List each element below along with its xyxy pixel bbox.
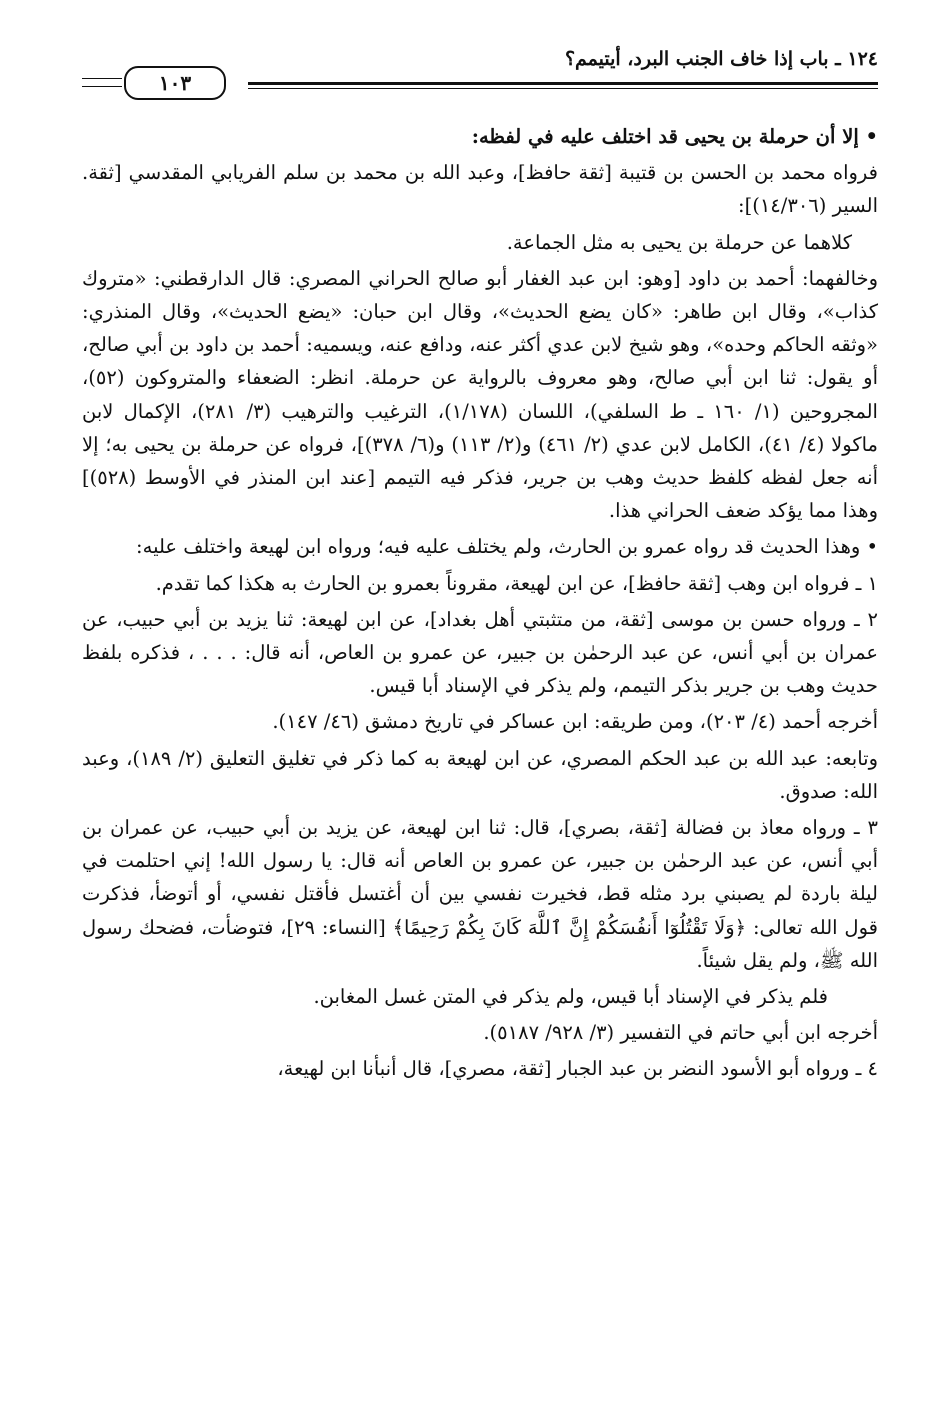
paragraph: • وهذا الحديث قد رواه عمرو بن الحارث، ولم يختلف عليه فيه؛ ورواه ابن لهيعة واختلف عليه:	[136, 535, 878, 559]
main-text	[82, 120, 878, 1089]
left-ornament-rule	[82, 86, 122, 87]
paragraph: ١ ـ فرواه ابن وهب [ثقة حافظ]، عن ابن لهيعة، مقروناً بعمرو بن الحارث به هكذا كما تقدم.	[155, 571, 878, 595]
paragraph: • إلا أن حرملة بن يحيى قد اختلف عليه في لفظه:	[471, 125, 878, 148]
paragraph: ٢ ـ ورواه حسن بن موسى [ثقة، من متثبتي أهل بغداد]، عن ابن لهيعة: ثنا يزيد بن أبي حبيب، عن عمران بن أبي أنس، عن عبد الرحمٰن بن جبير، عن عمرو بن العاص، أنه قال: . . . ، فذكره بلفظ حديث وهب بن جرير بذكر التيمم، ولم يذكر في الإسناد أبا قيس.	[82, 607, 878, 698]
paragraph: أخرجه ابن أبي حاتم في التفسير (٣/ ٩٢٨/ ٥١٨٧).	[483, 1021, 878, 1045]
header-rule	[248, 82, 878, 85]
page-header	[82, 40, 878, 100]
paragraph: فرواه محمد بن الحسن بن قتيبة [ثقة حافظ]، وعبد الله بن محمد بن سلم الفريابي المقدسي [ثقة. السير (١٤/٣٠٦)]:	[82, 161, 878, 218]
paragraph: أخرجه أحمد (٤/ ٢٠٣)، ومن طريقه: ابن عساكر في تاريخ دمشق (٤٦/ ١٤٧).	[272, 710, 878, 734]
paragraph: فلم يذكر في الإسناد أبا قيس، ولم يذكر في المتن غسل المغابن.	[313, 985, 828, 1009]
left-ornament-rule	[82, 78, 122, 79]
chapter-title: ١٢٤ ـ باب إذا خاف الجنب البرد، أيتيمم؟	[564, 48, 878, 70]
paragraph: كلاهما عن حرملة بن يحيى به مثل الجماعة.	[506, 230, 852, 254]
paragraph: ٤ ـ ورواه أبو الأسود النضر بن عبد الجبار [ثقة، مصري]، قال أنبأنا ابن لهيعة،	[277, 1057, 878, 1081]
paragraph: وخالفهما: أحمد بن داود [وهو: ابن عبد الغفار أبو صالح الحراني المصري: قال الدارقطني: «متروك كذاب»، وقال ابن طاهر: «كان يضع الحديث»، وقال ابن حبان: «يضع الحديث»، وقال المنذري: «وثقه الحاكم وحده»، وهو شيخ لابن عدي أكثر عنه، ودافع عنه، ويسميه: أحمد بن داود بن أبي صالح، أو يقول: ثنا ابن أبي صالح، وهو معروف بالرواية عن حرملة. انظر: الضعفاء والمتروكون (٥٢)، المجروحين (١/ ١٦٠ ـ ط السلفي)، اللسان (١/١٧٨)، الترغيب والترهيب (٣/ ٢٨١)، الإكمال لابن ماكولا (٤/ ٤١)، الكامل لابن عدي (٢/ ٤٦١) و(٢/ ١١٣) و(٦/ ٣٧٨)]، فرواه عن حرملة بن يحيى به؛ إلا أنه جعل لفظه كلفظ حديث وهب بن جرير، فذكر فيه التيمم [عند ابن المنذر في الأوسط (٥٢٨)] وهذا مما يؤكد ضعف الحراني هذا.	[82, 266, 878, 523]
page-number: ١٠٣	[124, 66, 226, 100]
header-rule-thin	[248, 88, 878, 89]
paragraph: ٣ ـ ورواه معاذ بن فضالة [ثقة، بصري]، قال: ثنا ابن لهيعة، عن يزيد بن أبي حبيب، عن عمران بن أبي أنس، عن عبد الرحمٰن بن جبير، عن عمرو بن العاص أنه قال: يا رسول الله! إني احتلمت في ليلة باردة لم يصبني برد مثله قط، فخيرت نفسي بين أن أغتسل فأقتل نفسي، أو أتوضأ، فذكرت قول الله تعالى: ﴿وَلَا تَقْتُلُوٓا أَنفُسَكُمْ إِنَّ ٱللَّهَ كَانَ بِكُمْ رَحِيمًا﴾ [النساء: ٢٩]، فتوضأت، فضحك رسول الله ﷺ، ولم يقل شيئاً.	[82, 816, 878, 972]
paragraph: وتابعه: عبد الله بن عبد الحكم المصري، عن ابن لهيعة به كما ذكر في تغليق التعليق (٢/ ١٨٩)، وعبد الله: صدوق.	[82, 746, 878, 803]
